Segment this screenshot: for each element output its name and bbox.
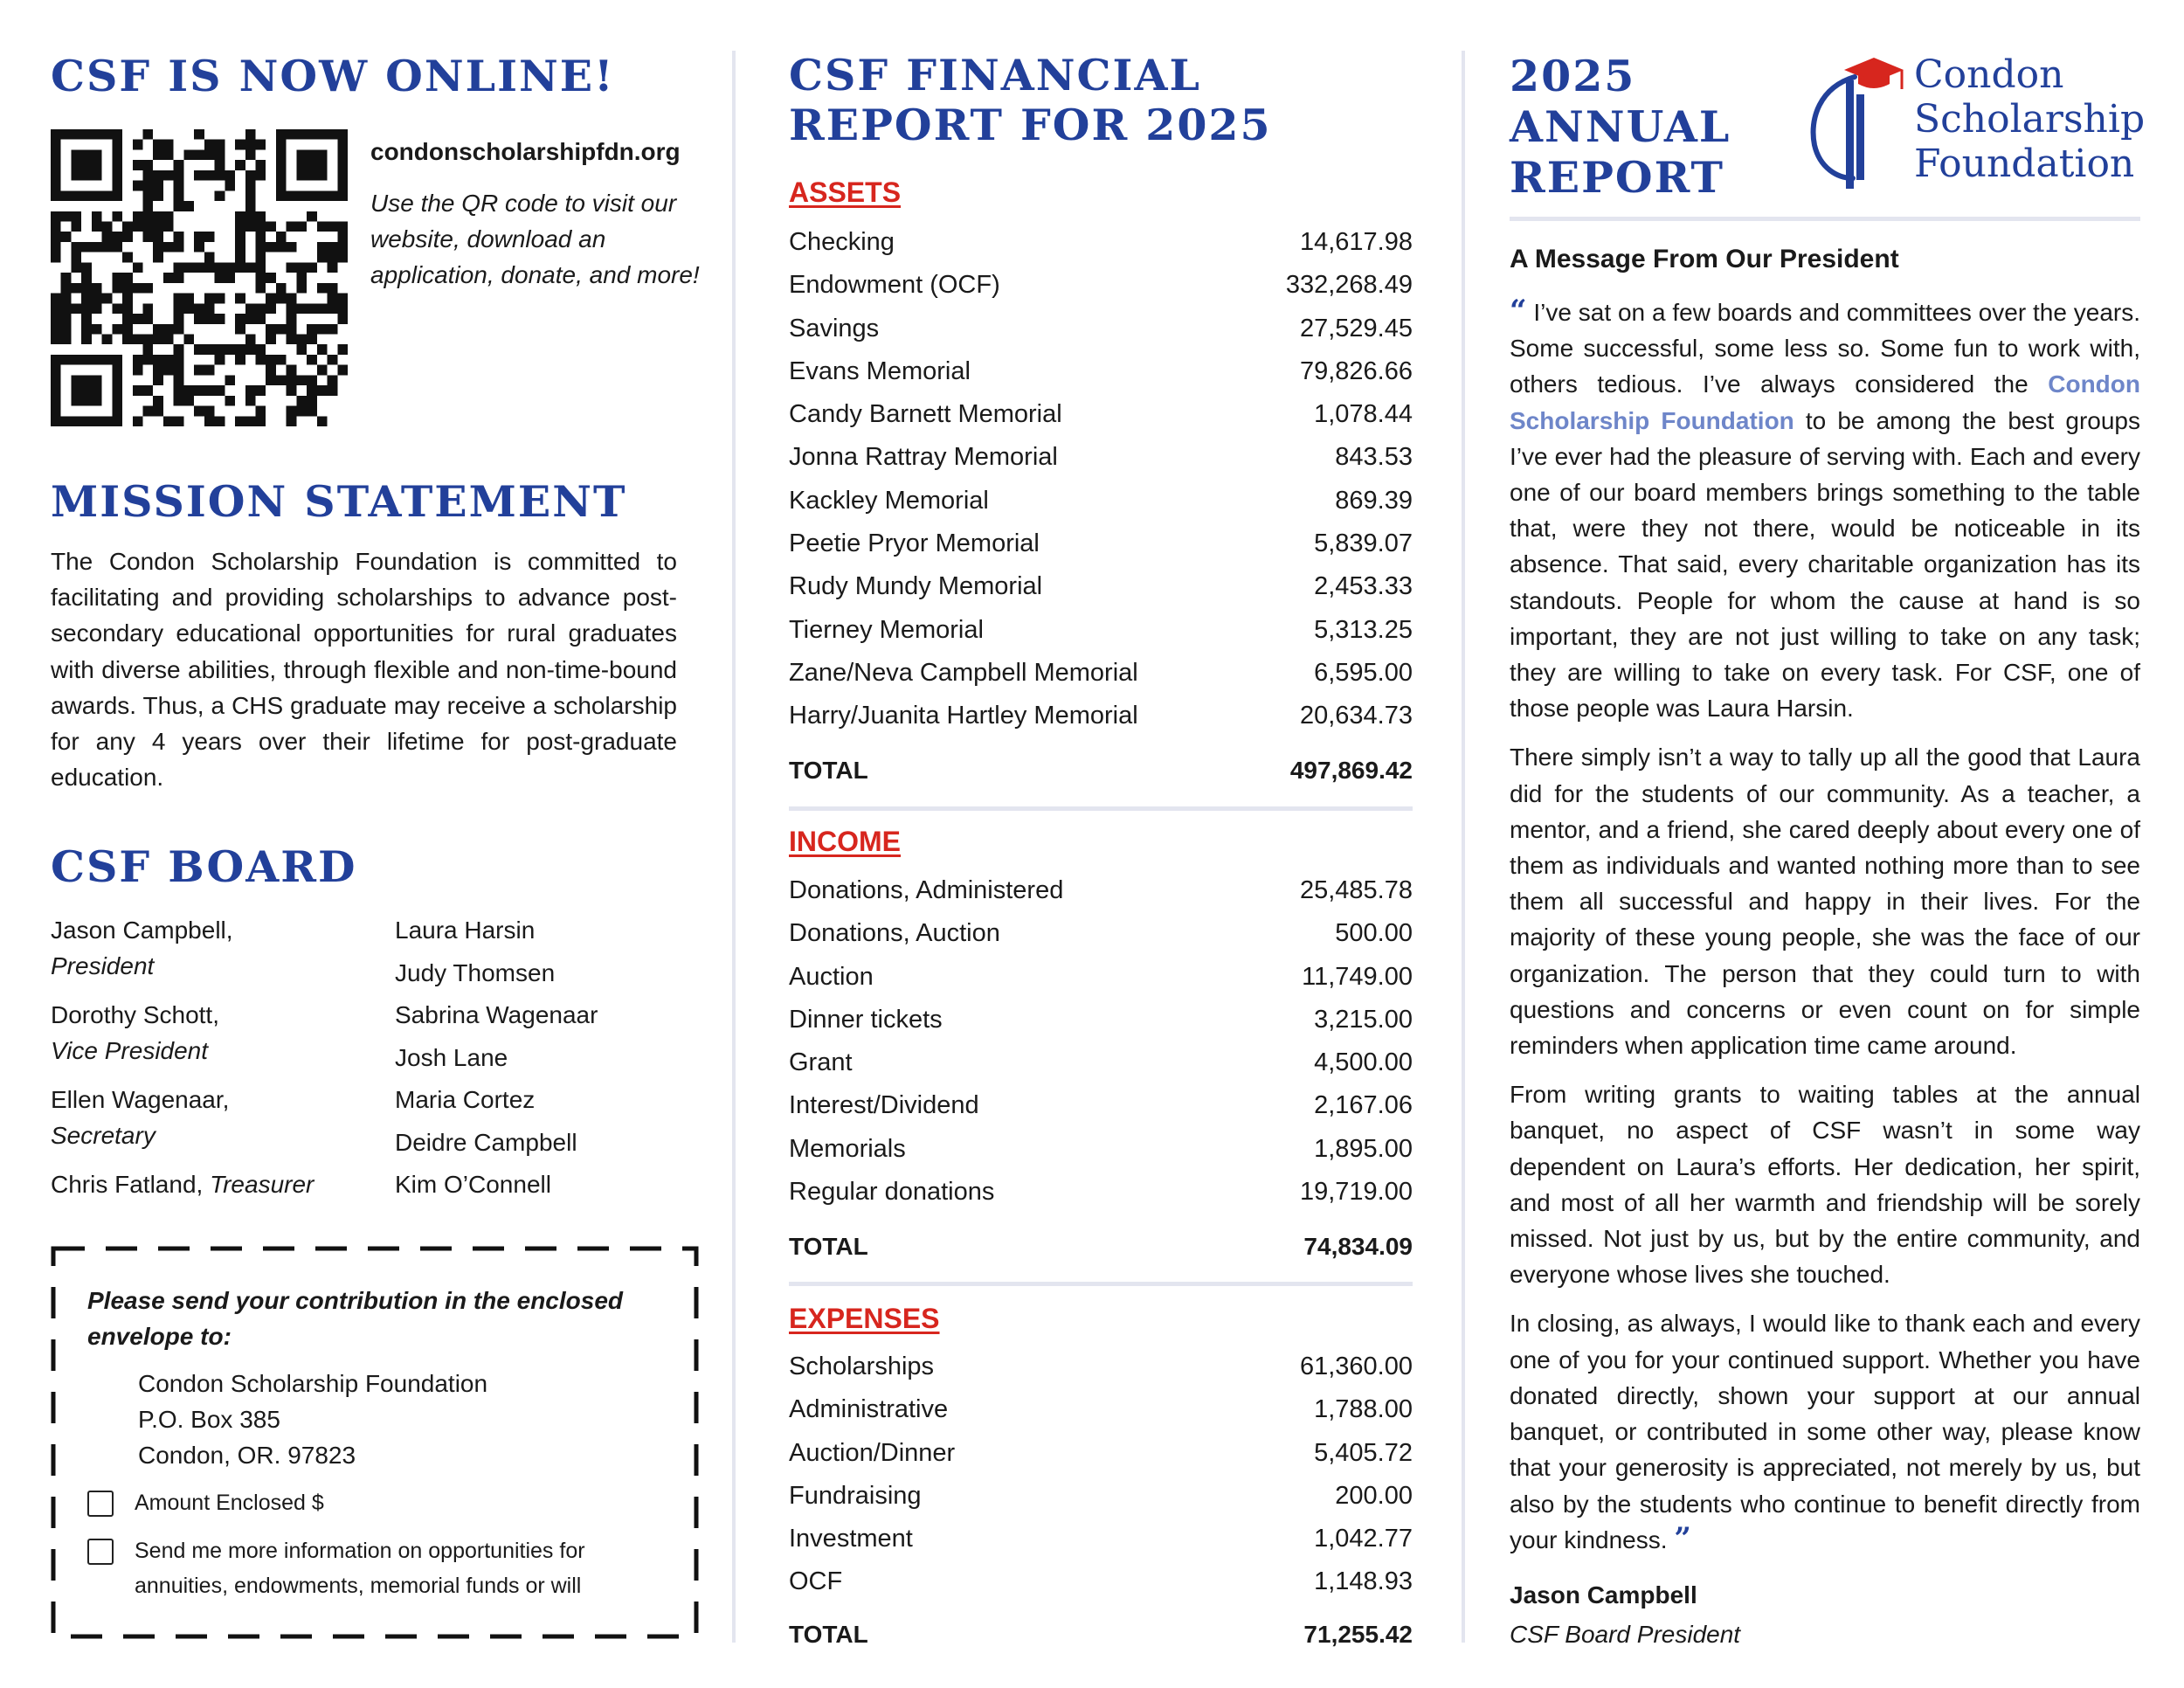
table-row (789, 956, 1413, 999)
qr-code[interactable] (51, 129, 348, 426)
officer-role: Treasurer (210, 1171, 314, 1198)
address-line: P.O. Box 385 (138, 1406, 280, 1433)
section-divider (789, 1282, 1413, 1286)
table-row (789, 1388, 1413, 1431)
amount-enclosed-label: Amount Enclosed $ (135, 1491, 324, 1515)
message-paragraph (1510, 294, 2140, 726)
row-value: 1,078.44 (1314, 400, 1413, 429)
row-value: 4,500.00 (1314, 1048, 1413, 1077)
board-member: Maria Cortez (395, 1086, 536, 1113)
board-member: Josh Lane (395, 1043, 508, 1071)
row-value: 1,042.77 (1314, 1525, 1413, 1553)
officer-role: Vice President (51, 1037, 209, 1064)
paragraph-text: to be among the best groups I’ve ever had the pleasure of serving with. Each and every one of our board members brings something to the table that, were they not there, would be noticeable in its absence. That said, every charitable organization has its standouts. People for whom the cause at hand is so important, they are not just willing to take on any task; they are willing to take on every task. For CSF, one of those people was Laura Harsin. (1510, 406, 2140, 723)
table-row (789, 350, 1413, 393)
logo-wordmark (1914, 52, 2145, 186)
row-label: Administrative (789, 1395, 949, 1424)
table-row (789, 1084, 1413, 1127)
row-value: 25,485.78 (1299, 876, 1413, 904)
row-value: 2,453.33 (1314, 572, 1413, 601)
row-label: Auction (789, 962, 874, 991)
row-value: 11,749.00 (1302, 962, 1413, 991)
total-label: TOTAL (789, 1621, 868, 1648)
officer-name: Dorothy Schott, (51, 1001, 219, 1028)
logo-mark-icon (1802, 51, 1907, 195)
expenses-total-value: 71,255.42 (1303, 1621, 1413, 1648)
row-label: Harry/Juanita Hartley Memorial (789, 702, 1138, 730)
row-value: 200.00 (1335, 1481, 1413, 1510)
row-label: Candy Barnett Memorial (789, 400, 1062, 429)
table-row (789, 1346, 1413, 1388)
table-row (789, 652, 1413, 695)
row-value: 332,268.49 (1285, 271, 1413, 300)
logo-line: Condon (1914, 52, 2064, 97)
row-label: Auction/Dinner (789, 1438, 956, 1467)
header-divider (1510, 217, 2140, 221)
row-label: Kackley Memorial (789, 486, 989, 515)
row-label: Fundraising (789, 1481, 922, 1510)
board-officer (51, 997, 219, 1069)
row-label: Dinner tickets (789, 1005, 943, 1034)
table-row (789, 522, 1413, 565)
president-message (1510, 294, 2140, 1571)
table-row (789, 264, 1413, 307)
board-member: Judy Thomsen (395, 958, 556, 986)
board-member: Laura Harsin (395, 917, 536, 944)
expenses-table (789, 1346, 1413, 1604)
row-value: 2,167.06 (1314, 1091, 1413, 1120)
contribution-heading: Please send your contribution in the enclosed envelope to: (87, 1287, 624, 1350)
income-total-row (789, 1229, 1413, 1264)
row-label: OCF (789, 1567, 843, 1596)
income-total-value: 74,834.09 (1303, 1233, 1413, 1260)
qr-caption: Use the QR code to visit our website, download an application, donate, and more! (370, 190, 700, 288)
row-label: Regular donations (789, 1178, 995, 1207)
contribution-coupon (51, 1246, 699, 1639)
message-paragraph (1510, 1305, 2140, 1557)
address-line: Condon Scholarship Foundation (138, 1370, 488, 1397)
row-value: 843.53 (1335, 443, 1413, 472)
signature-title: CSF Board President (1510, 1621, 1741, 1648)
row-value: 3,215.00 (1314, 1005, 1413, 1034)
message-title: A Message From Our President (1510, 245, 1899, 273)
table-row (789, 436, 1413, 479)
assets-total-value: 497,869.42 (1289, 757, 1413, 784)
table-row (789, 221, 1413, 264)
row-value: 79,826.66 (1299, 356, 1413, 385)
officer-name: Jason Campbell, (51, 917, 233, 944)
board-officer (51, 1166, 314, 1202)
table-row (789, 999, 1413, 1041)
paragraph-text: I’ve sat on a few boards and committees over the years. Some successful, some less so. Some fun to work with, others tedious. I’ve always considered the (1510, 299, 2140, 398)
expenses-heading: EXPENSES (789, 1303, 940, 1334)
total-label: TOTAL (789, 1233, 868, 1260)
row-label: Memorials (789, 1134, 906, 1163)
financial-title: CSF FINANCIAL REPORT FOR 2025 (789, 50, 1272, 150)
row-label: Jonna Rattray Memorial (789, 443, 1058, 472)
board-member: Deidre Campbell (395, 1128, 577, 1156)
online-title: CSF IS NOW ONLINE! (51, 51, 615, 101)
table-row (789, 1560, 1413, 1603)
board-member: Kim O’Connell (395, 1171, 551, 1198)
row-label: Rudy Mundy Memorial (789, 572, 1043, 601)
table-row (789, 308, 1413, 350)
mission-text: The Condon Scholarship Foundation is committed to facilitating and providing scholarships to advance post-secondary educational opportunities for rural graduates with diverse abilities, through flexible and non-time-bound awards. Thus, a CHS graduate may receive a scholarship for any 4 years over their lifetime for post-graduate education. (51, 548, 677, 792)
table-row (789, 565, 1413, 608)
row-value: 1,895.00 (1314, 1134, 1413, 1163)
table-row (789, 695, 1413, 737)
logo-line: Foundation (1914, 142, 2135, 186)
annual-report-title: 2025 ANNUAL REPORT (1510, 51, 1731, 203)
row-value: 14,617.98 (1299, 228, 1413, 256)
website-url[interactable]: condonscholarshipfdn.org (370, 138, 681, 165)
row-label: Checking (789, 228, 895, 256)
section-divider (789, 806, 1413, 811)
column-divider-left (732, 51, 736, 1643)
row-label: Grant (789, 1048, 853, 1077)
board-officer (51, 1082, 229, 1153)
table-row (789, 912, 1413, 955)
board-member: Sabrina Wagenaar (395, 1001, 598, 1028)
row-label: Investment (789, 1525, 913, 1553)
row-label: Interest/Dividend (789, 1091, 979, 1120)
row-value: 19,719.00 (1299, 1178, 1413, 1207)
row-label: Tierney Memorial (789, 615, 984, 644)
table-row (789, 393, 1413, 436)
table-row (789, 1432, 1413, 1475)
table-row (789, 1128, 1413, 1171)
income-heading: INCOME (789, 826, 901, 857)
table-row (789, 1518, 1413, 1560)
row-value: 869.39 (1335, 486, 1413, 515)
assets-heading: ASSETS (789, 176, 902, 208)
more-info-label: Send me more information on opportunities for annuities, endowments, memorial funds or will (135, 1539, 585, 1598)
mission-title: MISSION STATEMENT (51, 476, 627, 527)
officer-role: Secretary (51, 1122, 156, 1149)
table-row (789, 869, 1413, 912)
assets-table (789, 221, 1413, 738)
row-value: 1,148.93 (1314, 1567, 1413, 1596)
table-row (789, 1041, 1413, 1084)
open-quote-icon: “ (1510, 294, 1527, 329)
more-info-checkbox[interactable] (87, 1539, 114, 1565)
officer-role: President (51, 952, 155, 979)
row-label: Savings (789, 314, 880, 342)
row-value: 1,788.00 (1314, 1395, 1413, 1424)
row-label: Endowment (OCF) (789, 271, 1000, 300)
row-value: 500.00 (1335, 919, 1413, 948)
row-value: 20,634.73 (1299, 702, 1413, 730)
table-row (789, 609, 1413, 652)
message-paragraph: From writing grants to waiting tables at the annual banquet, no aspect of CSF wasn’t in some way dependent on Laura’s efforts. Her dedication, her spirit, and most of all her warmth and friendship will be sorely missed. Not just by us, but by the entire community, and everyone whose lives she touched. (1510, 1081, 2140, 1289)
more-info-option[interactable] (87, 1539, 641, 1603)
assets-total-row (789, 753, 1413, 788)
foundation-logo (1802, 51, 2152, 195)
row-value: 5,405.72 (1314, 1438, 1413, 1467)
row-label: Scholarships (789, 1352, 935, 1380)
row-label: Donations, Auction (789, 919, 1000, 948)
paragraph-text: In closing, as always, I would like to thank each and every one of you for your continued support. Whether you have donated directly, shown your support at our annual banquet, or contributed in some other way, please know that your generosity is appreciated, not merely by us, but also by the students who continue to benefit directly from your kindness. (1510, 1310, 2140, 1553)
officer-name: Chris Fatland, (51, 1171, 204, 1198)
income-table (789, 869, 1413, 1214)
row-value: 27,529.45 (1299, 314, 1413, 342)
amount-enclosed-checkbox[interactable] (87, 1491, 114, 1517)
close-quote-icon: ” (1674, 1520, 1691, 1556)
table-row (789, 480, 1413, 522)
message-paragraph: There simply isn’t a way to tally up all the good that Laura did for the students of our community. As a teacher, a mentor, and a friend, she cared deeply about every one of them as individuals and wanted nothing more than to see them all successful and happy in their lives. For the majority of these young people, she was the face of our organization. The person that they could turn to with questions and concerns or even count on for simple reminders when application time came around. (1510, 744, 2140, 1060)
expenses-total-row (789, 1617, 1413, 1652)
row-value: 5,839.07 (1314, 529, 1413, 558)
row-value: 5,313.25 (1314, 615, 1413, 644)
row-label: Peetie Pryor Memorial (789, 529, 1040, 558)
address-line: Condon, OR. 97823 (138, 1442, 356, 1469)
table-row (789, 1171, 1413, 1214)
column-divider-right (1462, 51, 1465, 1643)
row-label: Donations, Administered (789, 876, 1064, 904)
row-value: 61,360.00 (1299, 1352, 1413, 1380)
org-name-highlight: Condon Scholarship Foundation (1510, 370, 2140, 434)
row-label: Evans Memorial (789, 356, 971, 385)
board-title: CSF BOARD (51, 841, 357, 892)
total-label: TOTAL (789, 757, 868, 784)
row-label: Zane/Neva Campbell Memorial (789, 658, 1138, 687)
row-value: 6,595.00 (1314, 658, 1413, 687)
logo-line: Scholarship (1914, 97, 2146, 142)
board-officer (51, 912, 233, 984)
officer-name: Ellen Wagenaar, (51, 1086, 230, 1113)
amount-enclosed-option[interactable] (87, 1491, 641, 1520)
table-row (789, 1475, 1413, 1518)
signature-name: Jason Campbell (1510, 1581, 1697, 1608)
